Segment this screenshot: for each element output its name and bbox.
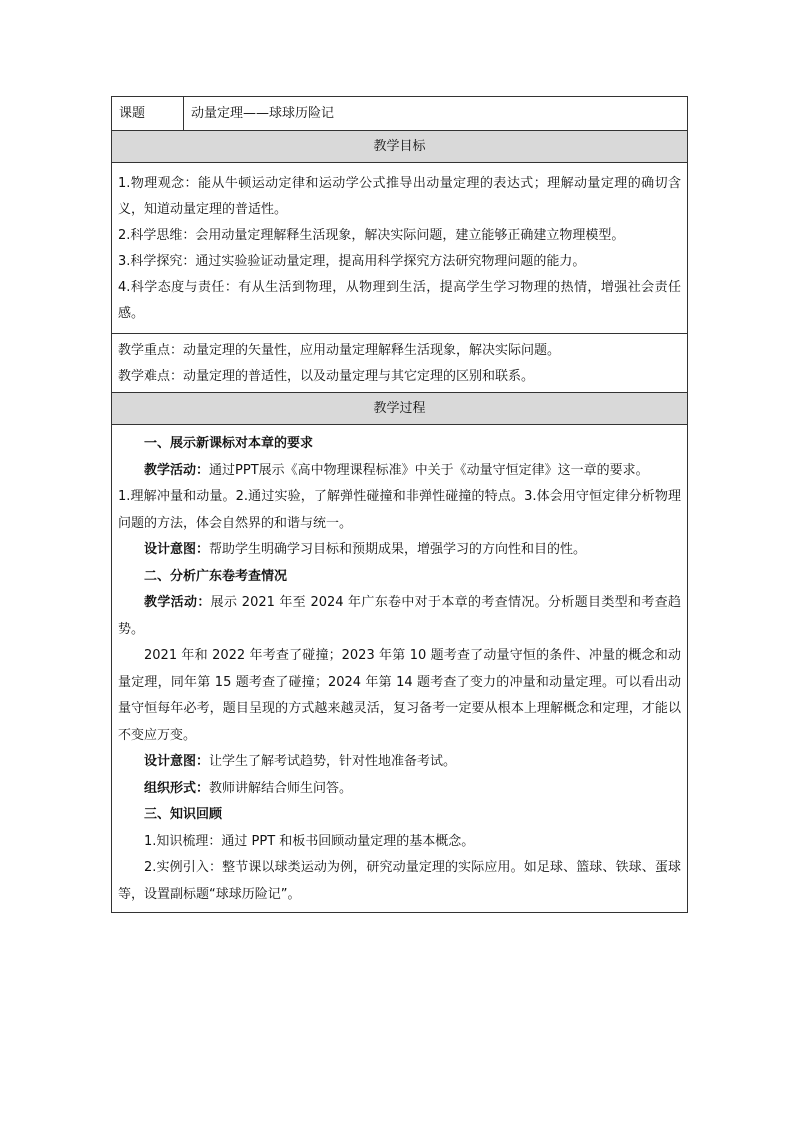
topic-label: 课题 <box>112 97 184 131</box>
objective-item: 1.物理观念：能从牛顿运动定律和运动学公式推导出动量定理的表达式；理解动量定理的确切含义，知道动量定理的普适性。 <box>118 176 681 217</box>
section-2-title: 二、分析广东卷考查情况 <box>144 568 288 584</box>
section-2-organization: 组织形式：教师讲解结合师生问答。 <box>144 780 353 796</box>
topic-value: 动量定理——球球历险记 <box>184 97 688 131</box>
section-3-item-2: 2.实例引入：整节课以球类运动为例，研究动量定理的实际应用。如足球、篮球、铁球、蛋球等，设置副标题“球球历险记”。 <box>118 860 681 902</box>
process-header: 教学过程 <box>112 393 688 425</box>
section-1-list: 1.理解冲量和动量。2.通过实验，了解弹性碰撞和非弹性碰撞的特点。3.体会用守恒定律分析物理问题的方法，体会自然界的和谐与统一。 <box>118 489 681 531</box>
objective-item: 2.科学思维：会用动量定理解释生活现象，解决实际问题，建立能够正确建立物理模型。 <box>118 228 625 243</box>
section-3-title: 三、知识回顾 <box>144 807 223 822</box>
section-1-activity: 教学活动：通过PPT展示《高中物理课程标准》中关于《动量守恒定律》这一章的要求。 <box>144 462 649 478</box>
lesson-plan-document <box>111 96 688 913</box>
key-difficulty: 教学难点：动量定理的普适性，以及动量定理与其它定理的区别和联系。 <box>118 369 535 384</box>
section-1-title: 一、展示新课标对本章的要求 <box>144 436 314 451</box>
section-2-paragraph: 2021 年和 2022 年考查了碰撞；2023 年第 10 题考查了动量守恒的条件、冲量的概念和动量定理，同年第 15 题考查了碰撞；2024 年第 14 题考查了变力的冲量和动量定理。可以看出动量守恒每年必考，题目呈现的方式越来越灵活，复习备考一定要从根本上理解概念和定理，才能以不变应万变。 <box>118 648 681 743</box>
section-2-activity: 教学活动：展示 2021 年至 2024 年广东卷中对于本章的考查情况。分析题目类型和考查趋势。 <box>118 595 681 637</box>
objectives-header: 教学目标 <box>112 131 688 163</box>
section-1-intent: 设计意图：帮助学生明确学习目标和预期成果，增强学习的方向性和目的性。 <box>144 542 587 557</box>
key-focus: 教学重点：动量定理的矢量性，应用动量定理解释生活现象，解决实际问题。 <box>118 343 561 358</box>
keypoints-block <box>112 334 688 393</box>
process-block <box>112 425 688 913</box>
objective-item: 3.科学探究：通过实验验证动量定理，提高用科学探究方法研究物理问题的能力。 <box>118 254 586 269</box>
section-2-intent: 设计意图：让学生了解考试趋势，针对性地准备考试。 <box>144 754 457 769</box>
lesson-plan-table <box>111 96 688 913</box>
objectives-block <box>112 163 688 334</box>
objective-item: 4.科学态度与责任：有从生活到物理，从物理到生活，提高学生学习物理的热情，增强社会责任感。 <box>118 280 681 321</box>
section-3-item-1: 1.知识梳理：通过 PPT 和板书回顾动量定理的基本概念。 <box>144 833 475 849</box>
topic-row <box>112 97 688 131</box>
